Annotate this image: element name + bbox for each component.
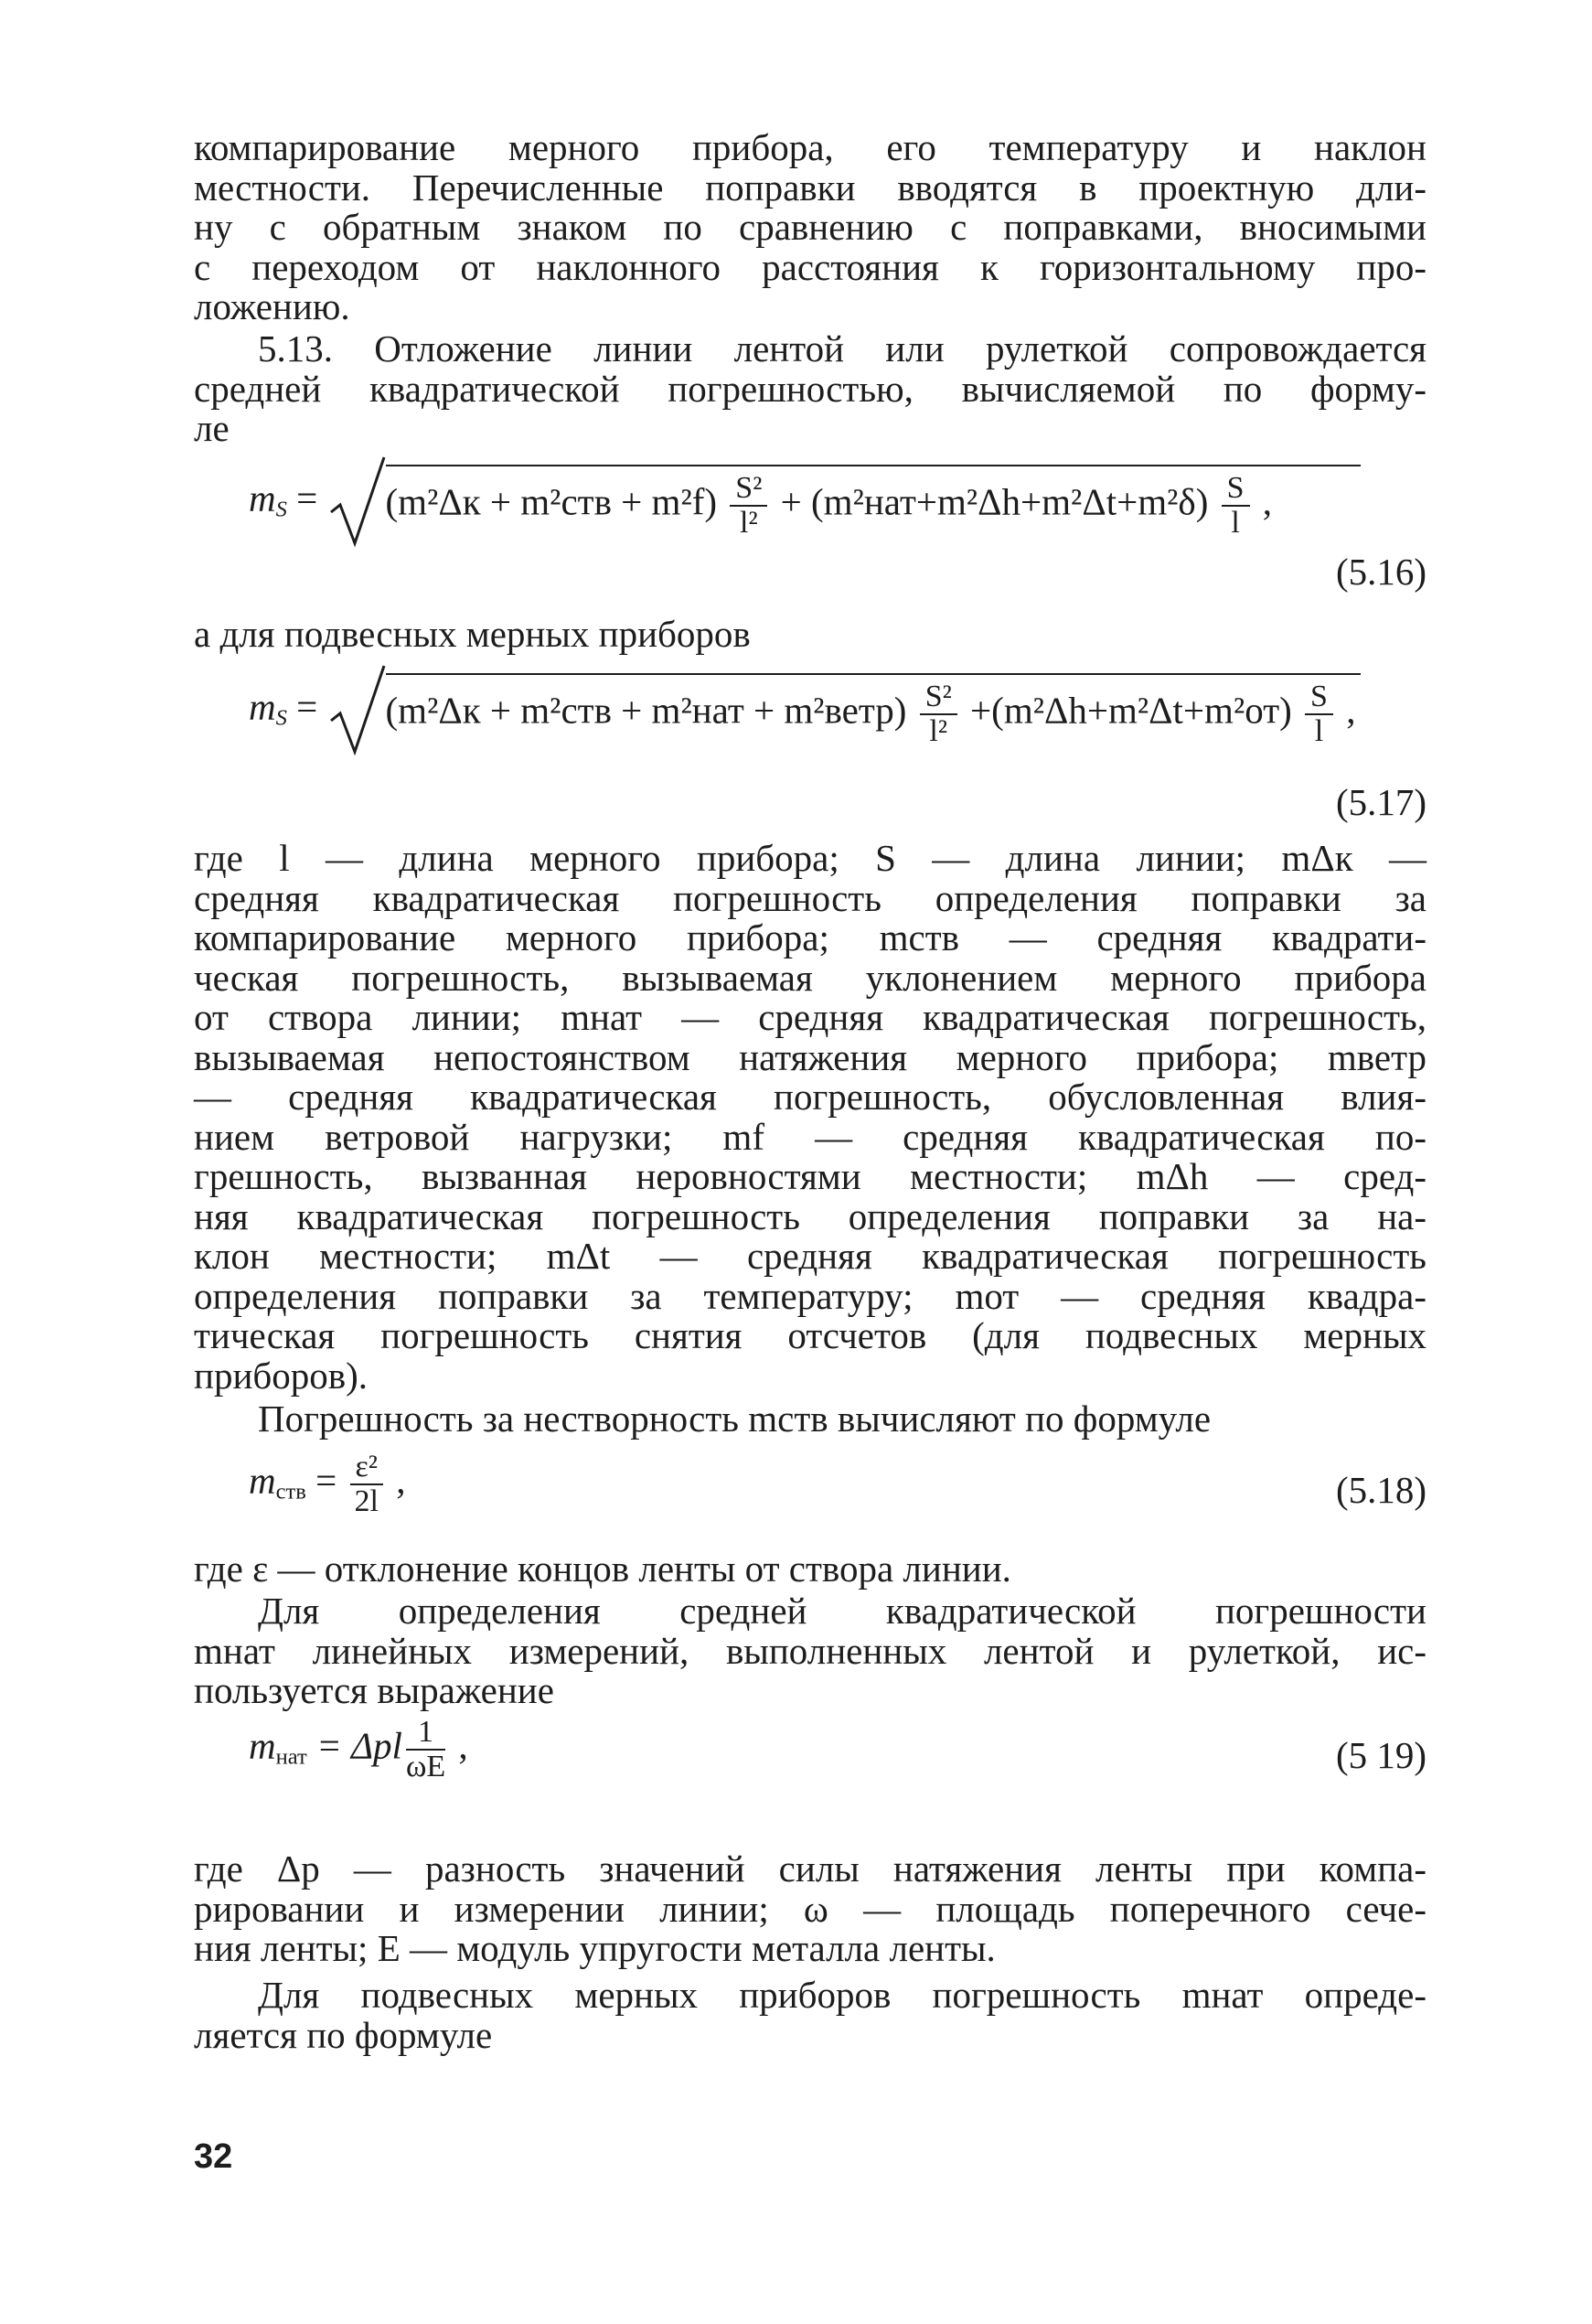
radical-sign-icon [327, 452, 388, 552]
fraction-numerator: 1 [406, 1716, 445, 1751]
equation-body [249, 1451, 406, 1518]
equation-5-18 [194, 1445, 1426, 1537]
text-line: местности. Перечисленные поправки вводятся в проектную дли- [194, 166, 1426, 209]
term-group-2: (m²нат+m²Δh+m²Δt+m²δ) [811, 480, 1209, 523]
paragraph-1 [194, 128, 1426, 327]
fraction [1305, 680, 1333, 748]
text-line: няя квадратическая погрешность определения поправки за на- [194, 1194, 1426, 1237]
text-line: тическая погрешность снятия отсчетов (для подвесных мерных [194, 1314, 1426, 1356]
fraction-denominator: l² [929, 714, 948, 748]
paragraph-5 [194, 1399, 1426, 1440]
term-group-1: (m²Δк + m²ств + m²f) [385, 480, 718, 523]
equation-punctuation: , [1262, 480, 1273, 523]
equals-sign: = [305, 1459, 347, 1502]
fraction-numerator: S² [920, 680, 957, 715]
equation-lhs-sub: S [275, 705, 287, 731]
equation-punctuation: , [387, 1459, 406, 1502]
text-line: пользуется выражение [194, 1669, 554, 1711]
fraction-denominator: ωE [405, 1750, 446, 1783]
text-line: определения поправки за температуру; mот — средняя квадра- [194, 1274, 1426, 1317]
equals-sign: = [286, 477, 327, 519]
text-line: ния ленты; E — модуль упругости металла ленты. [194, 1927, 996, 1969]
equation-lhs: m [249, 477, 276, 519]
text-line: ложению. [194, 285, 350, 327]
text-line: нием ветровой нагрузки; mf — средняя квадратическая по- [194, 1115, 1426, 1158]
fraction-denominator: l² [740, 506, 758, 540]
plus-sign: + [780, 480, 812, 523]
text-line: средней квадратической погрешностью, вычисляемой по форму- [194, 367, 1426, 410]
text-line: от створа линии; mнат — средняя квадратическая погрешность, [194, 996, 1426, 1038]
text-line: где Δp — разность значений силы натяжения ленты при компа- [194, 1847, 1426, 1890]
text-line: ле [194, 407, 230, 449]
fraction [406, 1716, 445, 1783]
equation-punctuation: , [449, 1724, 468, 1767]
fraction-denominator: l [1314, 714, 1324, 748]
text-line: Для определения средней квадратической погрешности [258, 1590, 1426, 1632]
text-line: где l — длина мерного прибора; S — длина линии; mΔк — [194, 837, 1426, 879]
equation-lhs: m [249, 685, 276, 728]
paragraph-7 [194, 1591, 1426, 1711]
text-line: где ε — отклонение концов ленты от створа линии. [194, 1548, 1011, 1590]
text-line: средняя квадратическая погрешность определения поправки за [194, 876, 1426, 919]
text-line: mнат линейных измерений, выполненных лентой и рулеткой, ис- [194, 1629, 1426, 1672]
equation-lhs-sub: нат [275, 1744, 307, 1770]
equation-number: (5.17) [1335, 781, 1426, 823]
fraction-numerator: S [1305, 680, 1333, 715]
equation-lhs-sub: S [275, 497, 287, 522]
paragraph-8 [194, 1849, 1426, 1969]
text-line: рировании и измерении линии; ω — площадь поперечного сече- [194, 1887, 1426, 1930]
text-line: клон местности; mΔt — средняя квадратическая погрешность [194, 1235, 1426, 1277]
equation-5-19 [194, 1710, 1426, 1802]
fraction-numerator: S [1222, 472, 1250, 507]
text-line: вызываемая непостоянством натяжения мерного прибора; mветр [194, 1035, 1426, 1078]
fraction-denominator: l [1231, 506, 1240, 540]
equation-term: = Δpl [306, 1724, 402, 1767]
sqrt [327, 673, 1361, 748]
equation-body [249, 1716, 468, 1783]
equation-5-16 [194, 457, 1426, 593]
fraction-numerator: ε² [350, 1451, 383, 1485]
fraction [1222, 472, 1250, 540]
text-line: — средняя квадратическая погрешность, обусловленная влия- [194, 1076, 1426, 1118]
text-line: приборов). [194, 1354, 369, 1397]
fraction [730, 472, 767, 540]
text-line: ческая погрешность, вызываемая уклонением мерного прибора [194, 956, 1426, 999]
text-line: ну с обратным знаком по сравнению с поправками, вносимыми [194, 206, 1426, 248]
paragraph-9 [194, 1976, 1426, 2055]
paragraph-2 [194, 329, 1426, 449]
text-line: ляется по формуле [194, 2013, 493, 2056]
text-line: а для подвесных мерных приборов [194, 613, 751, 655]
text-line: грешность, вызванная неровностями местности; mΔh — сред- [194, 1155, 1426, 1197]
page-number: 32 [194, 2137, 233, 2176]
fraction-numerator: S² [730, 472, 767, 507]
radicand [386, 673, 1361, 748]
term-group-2: (m²Δh+m²Δt+m²от) [991, 689, 1292, 732]
equation-lhs-sub: ств [275, 1479, 306, 1505]
text-line: компарирование мерного прибора, его температуру и наклон [194, 126, 1426, 168]
equals-sign: = [286, 685, 327, 728]
paragraph-3 [194, 615, 1426, 655]
term-group-1: (m²Δк + m²ств + m²нат + m²ветр) [385, 689, 907, 732]
fraction-denominator: 2l [354, 1484, 379, 1518]
text-line: компарирование мерного прибора; mств — средняя квадрати- [194, 916, 1426, 959]
paragraph-4 [194, 839, 1426, 1396]
plus-sign: + [970, 689, 992, 732]
text-line: 5.13. Отложение линии лентой или рулеткой сопровождается [258, 327, 1426, 369]
equation-body [249, 673, 1361, 748]
equation-body [249, 465, 1361, 540]
text-line: Для подвесных мерных приборов погрешность mнат опреде- [258, 1974, 1426, 2016]
radicand [386, 465, 1361, 540]
sqrt [327, 465, 1361, 540]
paragraph-6 [194, 1549, 1426, 1590]
equation-punctuation: , [1346, 689, 1356, 732]
equation-5-17 [194, 666, 1426, 823]
fraction [920, 680, 957, 748]
equation-number: (5.16) [1335, 551, 1426, 593]
equation-lhs: m [249, 1459, 276, 1502]
fraction [350, 1451, 383, 1518]
radical-sign-icon [327, 660, 388, 761]
equation-lhs: m [249, 1724, 276, 1767]
equation-number: (5 19) [1335, 1734, 1426, 1776]
equation-number: (5.18) [1335, 1469, 1426, 1511]
text-line: Погрешность за нестворность mств вычисляют по формуле [258, 1398, 1212, 1440]
text-line: с переходом от наклонного расстояния к горизонтальному про- [194, 245, 1426, 288]
